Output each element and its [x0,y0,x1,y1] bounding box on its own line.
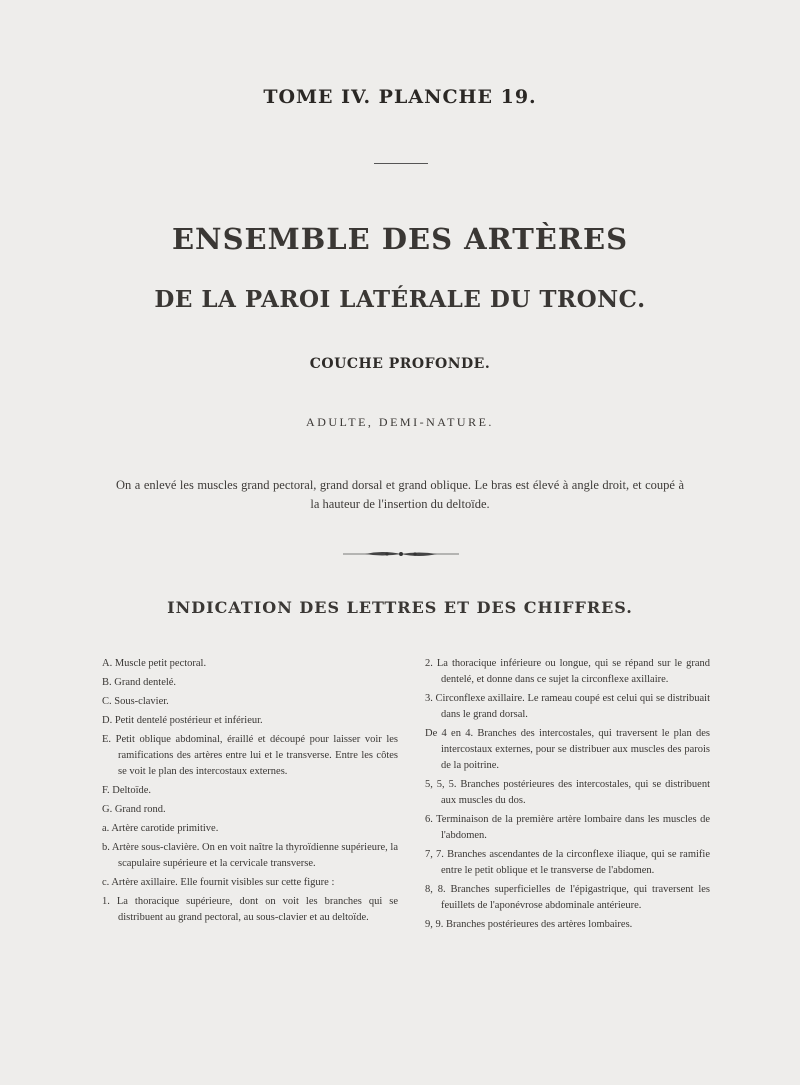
legend-entry: 2. La thoracique inférieure ou longue, qui se répand sur le grand dentelé, et donne dans ce sujet la circonflexe axillaire. [425,658,710,685]
legend-entry: 6. Terminaison de la première artère lombaire dans les muscles de l'abdomen. [425,814,710,841]
legend-entry: 5, 5, 5. Branches postérieures des intercostales, qui se distribuent aux muscles du dos. [425,779,710,806]
legend-entry: c. Artère axillaire. Elle fournit visibles sur cette figure : [102,877,335,888]
legend-entry: G. Grand rond. [102,804,166,815]
legend-entry: E. Petit oblique abdominal, éraillé et découpé pour laisser voir les ramifications des artères entre lui et le transverse. Entre les côtes se voit le plan des intercostaux externes. [102,734,398,777]
legend-title: INDICATION DES LETTRES ET DES CHIFFRES. [167,598,633,617]
legend-entry: A. Muscle petit pectoral. [102,658,207,669]
legend-entry: 3. Circonflexe axillaire. Le rameau coupé est celui qui se distribuait dans le grand dorsal. [425,693,710,720]
legend-entry: 7, 7. Branches ascendantes de la circonflexe iliaque, qui se ramifie entre le petit oblique et le transverse de l'abdomen. [425,849,710,876]
scale-note: ADULTE, DEMI-NATURE. [306,415,494,429]
main-title-line1: ENSEMBLE DES ARTÈRES [171,222,629,256]
subtitle: COUCHE PROFONDE. [309,356,491,372]
legend-entry: De 4 en 4. Branches des intercostales, qui traversent le plan des intercostaux externes, pour se distribuer aux muscles des parois de la poitrine. [425,728,710,771]
plate-number: TOME IV. PLANCHE 19. [263,86,537,108]
legend-entry: C. Sous-clavier. [102,696,169,707]
legend-entry: D. Petit dentelé postérieur et inférieur. [102,715,263,726]
title-divider [374,163,428,164]
main-title-line2: DE LA PAROI LATÉRALE DU TRONC. [154,286,646,313]
legend-column-right [425,656,710,936]
legend-entry: F. Deltoïde. [102,785,152,796]
legend-entry: B. Grand dentelé. [102,677,177,688]
ornament-divider [343,549,459,559]
legend-entry: a. Artère carotide primitive. [102,823,219,834]
legend-entry: b. Artère sous-clavière. On en voit naître la thyroïdienne supérieure, la scapulaire supérieure et la cervicale transverse. [102,842,398,869]
legend-entry: 8, 8. Branches superficielles de l'épigastrique, qui traversent les feuillets de l'aponévrose abdominale antérieure. [425,884,710,911]
legend-column-left [102,656,398,929]
legend-entry: 1. La thoracique supérieure, dont on voit les branches qui se distribuent au grand pectoral, au sous-clavier et au deltoïde. [102,896,398,923]
legend-entry: 9, 9. Branches postérieures des artères lombaires. [425,919,633,930]
intro-paragraph: On a enlevé les muscles grand pectoral, grand dorsal et grand oblique. Le bras est élevé à angle droit, et coupé à la hauteur de l'insertion du deltoïde. [116,478,684,511]
